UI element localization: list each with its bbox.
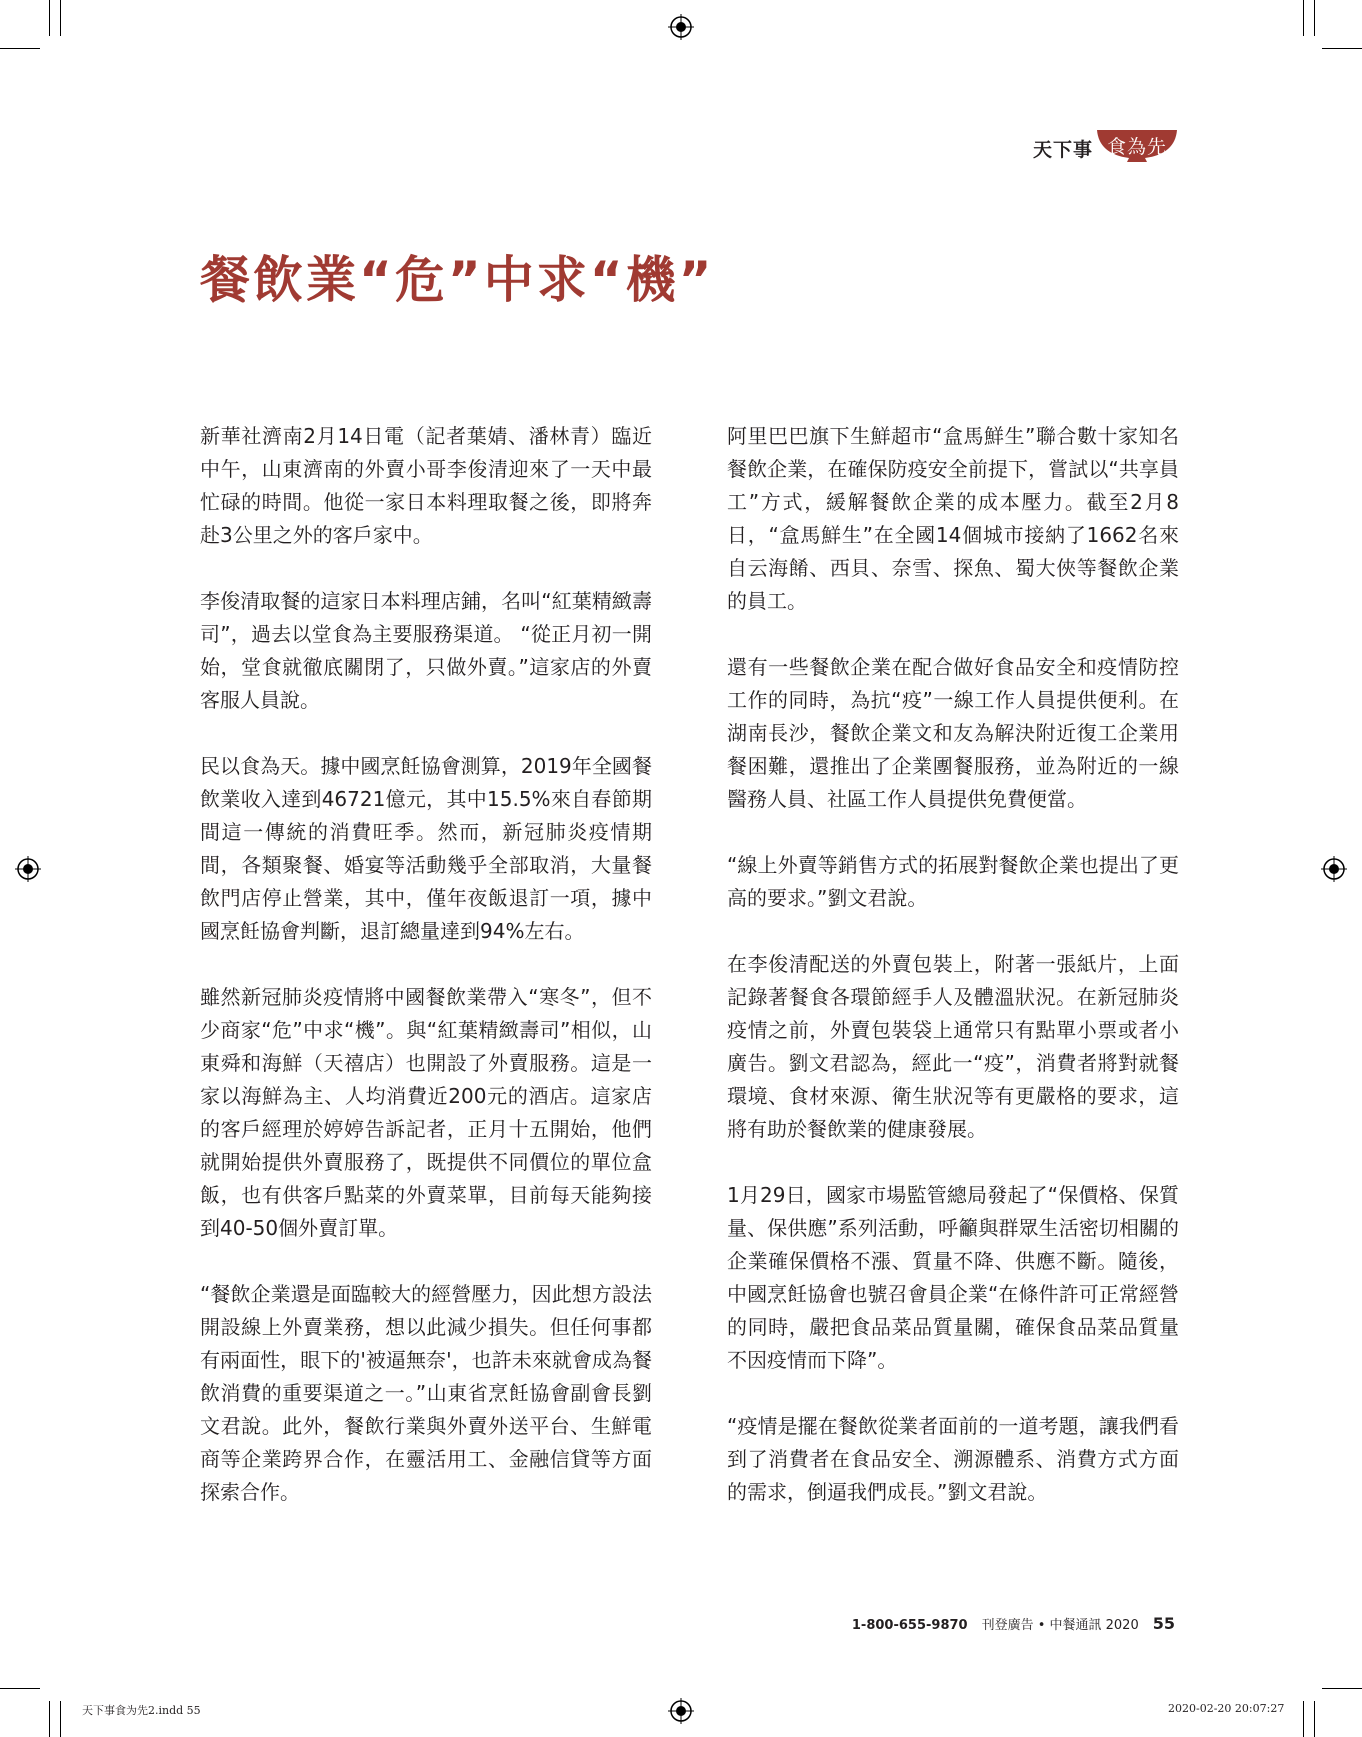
footer-phone: 1-800-655-9870 [851, 1618, 968, 1633]
crop-mark [1314, 0, 1315, 36]
crop-mark [1303, 1701, 1304, 1737]
bowl-icon [1095, 128, 1179, 168]
section-tag [1033, 133, 1179, 163]
paragraph: “線上外賣等銷售方式的拓展對餐飲企業也提出了更高的要求。”劉文君說。 [727, 853, 1179, 910]
paragraph: 阿里巴巴旗下生鮮超市“盒馬鮮生”聯合數十家知名餐飲企業，在確保防疫安全前提下，嘗試以“共享員工”方式，緩解餐飲企業的成本壓力。截至2月8日，“盒馬鮮生”在全國14個城市接納了1662名來自云海餚、西貝、奈雪、探魚、蜀大俠等餐飲企業的員工。 [727, 424, 1179, 613]
article-title: 餐飲業“危”中求“機” [200, 251, 715, 309]
crop-mark [60, 0, 61, 36]
registration-mark-icon [668, 1698, 694, 1724]
article-left-column [200, 420, 652, 1542]
paragraph: 李俊清取餐的這家日本料理店鋪，名叫“紅葉精緻壽司”，過去以堂食為主要服務渠道。 “從正月初一開始，堂食就徹底關閉了，只做外賣。”這家店的外賣客服人員說。 [200, 589, 652, 712]
article-right-column [727, 420, 1179, 1542]
section-tag-left: 天下事 [1032, 138, 1093, 161]
crop-mark [49, 0, 50, 36]
paragraph: “餐飲企業還是面臨較大的經營壓力，因此想方設法開設線上外賣業務，想以此減少損失。但任何事都有兩面性，眼下的'被逼無奈'，也許未來就會成為餐飲消費的重要渠道之一。”山東省烹飪協會副會長劉文君說。此外，餐飲行業與外賣外送平台、生鮮電商等企業跨界合作，在靈活用工、金融信貸等方面探索合作。 [200, 1282, 652, 1504]
slug-timestamp: 2020-02-20 20:07:27 [1168, 1702, 1285, 1715]
registration-mark-icon [668, 14, 694, 40]
paragraph: 民以食為天。據中國烹飪協會測算，2019年全國餐飲業收入達到46721億元，其中15.5%來自春節期間這一傳統的消費旺季。然而，新冠肺炎疫情期間，各類聚餐、婚宴等活動幾乎全部取消，大量餐飲門店停止營業，其中，僅年夜飯退訂一項，據中國烹飪協會判斷，退訂總量達到94%左右。 [200, 754, 652, 943]
paragraph: 新華社濟南2月14日電（記者葉婧、潘林青）臨近中午，山東濟南的外賣小哥李俊清迎來了一天中最忙碌的時間。他從一家日本料理取餐之後，即將奔赴3公里之外的客戶家中。 [200, 424, 652, 547]
section-tag-right: 食為先 [1106, 136, 1167, 158]
paragraph: 還有一些餐飲企業在配合做好食品安全和疫情防控工作的同時，為抗“疫”一線工作人員提供便利。在湖南長沙，餐飲企業文和友為解決附近復工企業用餐困難，還推出了企業團餐服務，並為附近的一線醫務人員、社區工作人員提供免費便當。 [727, 655, 1179, 811]
crop-mark [1303, 0, 1304, 36]
crop-mark [1322, 1688, 1362, 1689]
crop-mark [1322, 48, 1362, 49]
crop-mark [1314, 1701, 1315, 1737]
paragraph: 雖然新冠肺炎疫情將中國餐飲業帶入“寒冬”，但不少商家“危”中求“機”。與“紅葉精緻壽司”相似，山東舜和海鮮（天禧店）也開設了外賣服務。這是一家以海鮮為主、人均消費近200元的酒店。這家店的客戶經理於婷婷告訴記者，正月十五開始，他們就開始提供外賣服務了，既提供不同價位的單位盒飯，也有供客戶點菜的外賣菜單，目前每天能夠接到40-50個外賣訂單。 [200, 985, 652, 1240]
page-number: 55 [1152, 1614, 1175, 1633]
crop-mark [0, 48, 40, 49]
paragraph: 在李俊清配送的外賣包裝上，附著一張紙片，上面記錄著餐食各環節經手人及體溫狀況。在新冠肺炎疫情之前，外賣包裝袋上通常只有點單小票或者小廣告。劉文君認為，經此一“疫”，消費者將對就餐環境、食材來源、衛生狀況等有更嚴格的要求，這將有助於餐飲業的健康發展。 [727, 952, 1179, 1141]
crop-mark [0, 1688, 40, 1689]
paragraph: “疫情是擺在餐飲從業者面前的一道考題，讓我們看到了消費者在食品安全、溯源體系、消費方式方面的需求，倒逼我們成長。”劉文君說。 [727, 1414, 1179, 1504]
slug-file: 天下事食为先2.indd 55 [82, 1704, 201, 1717]
footer-publication: 刊登廣告 • 中餐通訊 2020 [981, 1618, 1139, 1633]
registration-mark-icon [1321, 856, 1347, 882]
crop-mark [49, 1701, 50, 1737]
registration-mark-icon [15, 856, 41, 882]
paragraph: 1月29日，國家市場監管總局發起了“保價格、保質量、保供應”系列活動，呼籲與群眾生活密切相關的企業確保價格不漲、質量不降、供應不斷。隨後，中國烹飪協會也號召會員企業“在條件許可正常經營的同時，嚴把食品菜品質量關，確保食品菜品質量不因疫情而下降”。 [727, 1183, 1179, 1372]
page-footer [852, 1614, 1175, 1633]
crop-mark [60, 1701, 61, 1737]
